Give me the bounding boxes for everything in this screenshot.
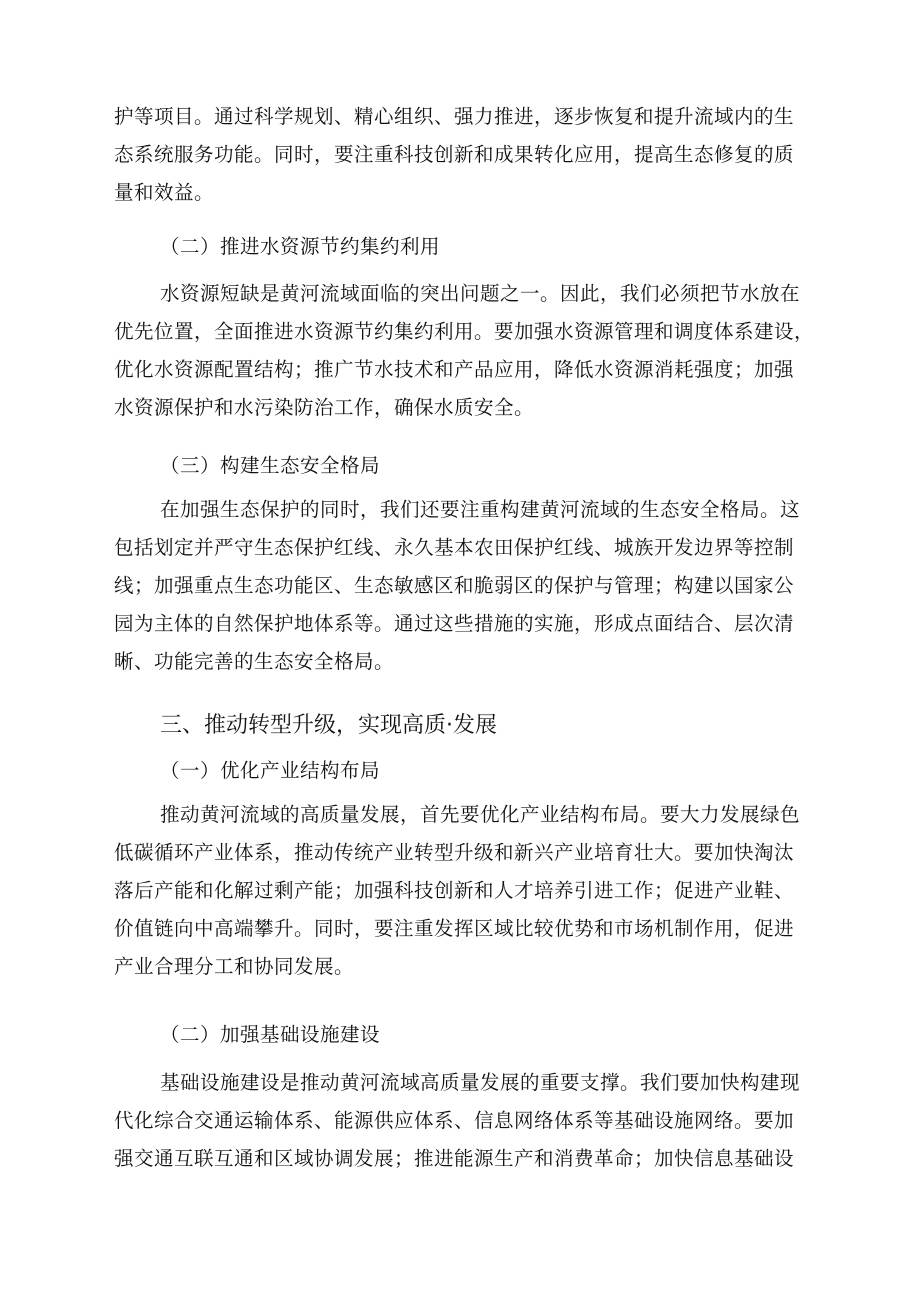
text-line: 代化综合交通运输体系、能源供应体系、信息网络体系等基础设施网络。要加: [114, 1109, 795, 1132]
text-line: 落后产能和化解过剩产能；加强科技创新和人才培养引进工作；促进产业鞋、: [114, 879, 795, 902]
text-line: 护等项目。通过科学规划、精心组织、强力推进，逐步恢复和提升流域内的生: [114, 105, 795, 128]
text-line: 态系统服务功能。同时，要注重科技创新和成果转化应用，提高生态修复的质: [114, 143, 795, 166]
text-line: 园为主体的自然保护地体系等。通过这些措施的实施，形成点面结合、层次清: [114, 612, 795, 635]
paragraph-ecological-security: [114, 491, 846, 681]
text-line: 在加强生态保护的同时，我们还要注重构建黄河流域的生态安全格局。这: [160, 498, 801, 521]
text-line: 强交通互联互通和区域协调发展；推进能源生产和消费革命；加快信息基础设: [114, 1147, 795, 1170]
text-line: 水资源短缺是黄河流域面临的突出问题之一。因此，我们必须把节水放在: [160, 282, 801, 305]
section-heading-transformation: 三、推动转型升级，实现高质·发展: [160, 713, 497, 738]
paragraph-ecology-restoration: [114, 98, 846, 212]
text-line: 价值链向中高端攀升。同时，要注重发挥区域比较优势和市场机制作用，促进: [114, 917, 795, 940]
text-line: 产业合理分工和协同发展。: [114, 955, 355, 978]
text-line: 水资源保护和水污染防治工作，确保水质安全。: [114, 396, 535, 419]
subheading-water-saving: （二）推进水资源节约集约利用: [160, 235, 441, 258]
paragraph-water-resources: [114, 275, 846, 427]
text-line: 推动黄河流域的高质量发展，首先要优化产业结构布局。要大力发展绿色: [160, 803, 801, 826]
paragraph-infrastructure: [114, 1064, 846, 1178]
subheading-infrastructure: （二）加强基础设施建设: [160, 1023, 381, 1046]
text-line: 基础设施建设是推动黄河流域高质量发展的重要支撑。我们要加快构建现: [160, 1071, 801, 1094]
text-line: 线；加强重点生态功能区、生态敏感区和脆弱区的保护与管理；构建以国家公: [114, 574, 795, 597]
text-line: 量和效益。: [114, 181, 215, 204]
text-line: 优先位置，全面推进水资源节约集约利用。要加强水资源管理和调度体系建设，: [114, 320, 815, 343]
text-line: 晰、功能完善的生态安全格局。: [114, 650, 395, 673]
text-line: 优化水资源配置结构；推广节水技术和产品应用，降低水资源消耗强度；加强: [114, 358, 795, 381]
text-line: 低碳循环产业体系，推动传统产业转型升级和新兴产业培育壮大。要加快淘汰: [114, 841, 795, 864]
subheading-industrial-structure: （一）优化产业结构布局: [160, 759, 381, 782]
paragraph-industrial-structure: [114, 796, 846, 986]
subheading-ecological-security: （三）构建生态安全格局: [160, 454, 381, 477]
text-line: 包括划定并严守生态保护红线、永久基本农田保护红线、城族开发边界等控制: [114, 536, 795, 559]
